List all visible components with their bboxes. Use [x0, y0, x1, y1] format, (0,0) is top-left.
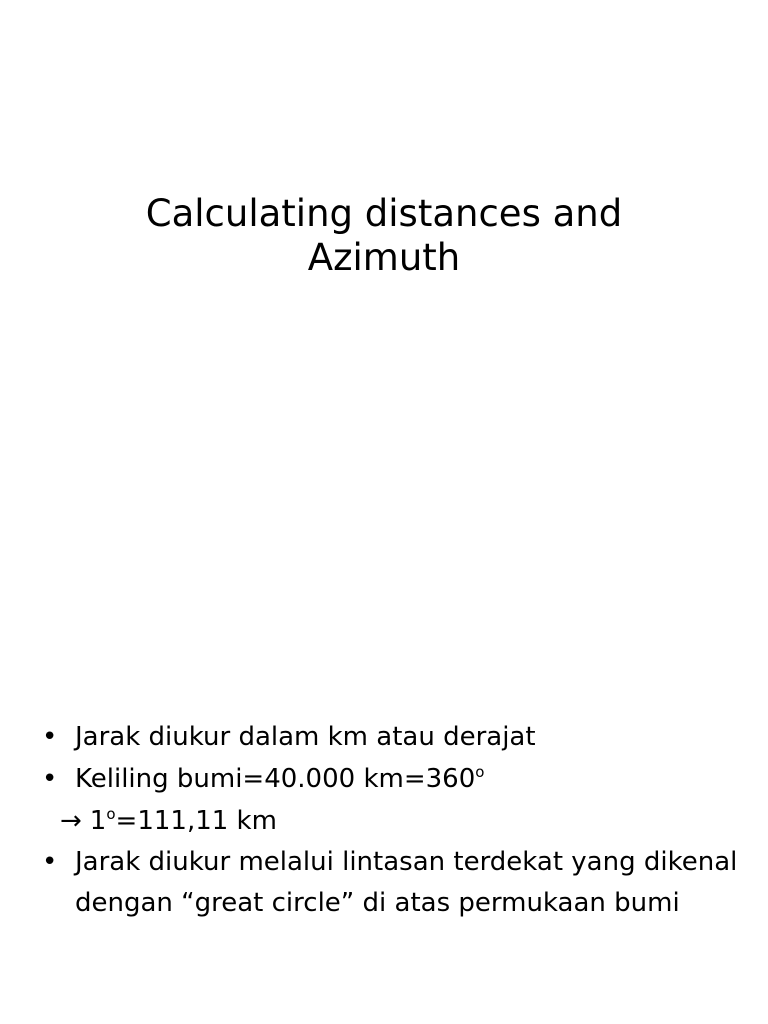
bullet-item-great-circle: [40, 842, 740, 924]
bullet-item-earth-circumference: [40, 758, 740, 800]
bullet-text: Jarak diukur melalui lintasan terdekat yang dikenal dengan “great circle” di atas permukaan bumi: [75, 847, 738, 918]
bullet-text: Jarak diukur dalam km atau derajat: [75, 722, 536, 752]
degree-superscript: o: [475, 763, 485, 781]
arrow-text-post: =111,11 km: [115, 806, 277, 836]
bullet-list: [40, 716, 740, 924]
arrow-icon: →: [60, 806, 82, 836]
slide-title: [60, 192, 708, 280]
degree-superscript: o: [106, 805, 116, 823]
title-line-2: Azimuth: [307, 236, 461, 279]
bullet-item-distance-units: [40, 716, 740, 758]
title-line-1: Calculating distances and: [145, 192, 623, 235]
bullet-text: Keliling bumi=40.000 km=360: [75, 764, 476, 794]
arrow-text-pre: 1: [89, 806, 107, 836]
arrow-item-degree-conversion: [40, 800, 740, 842]
